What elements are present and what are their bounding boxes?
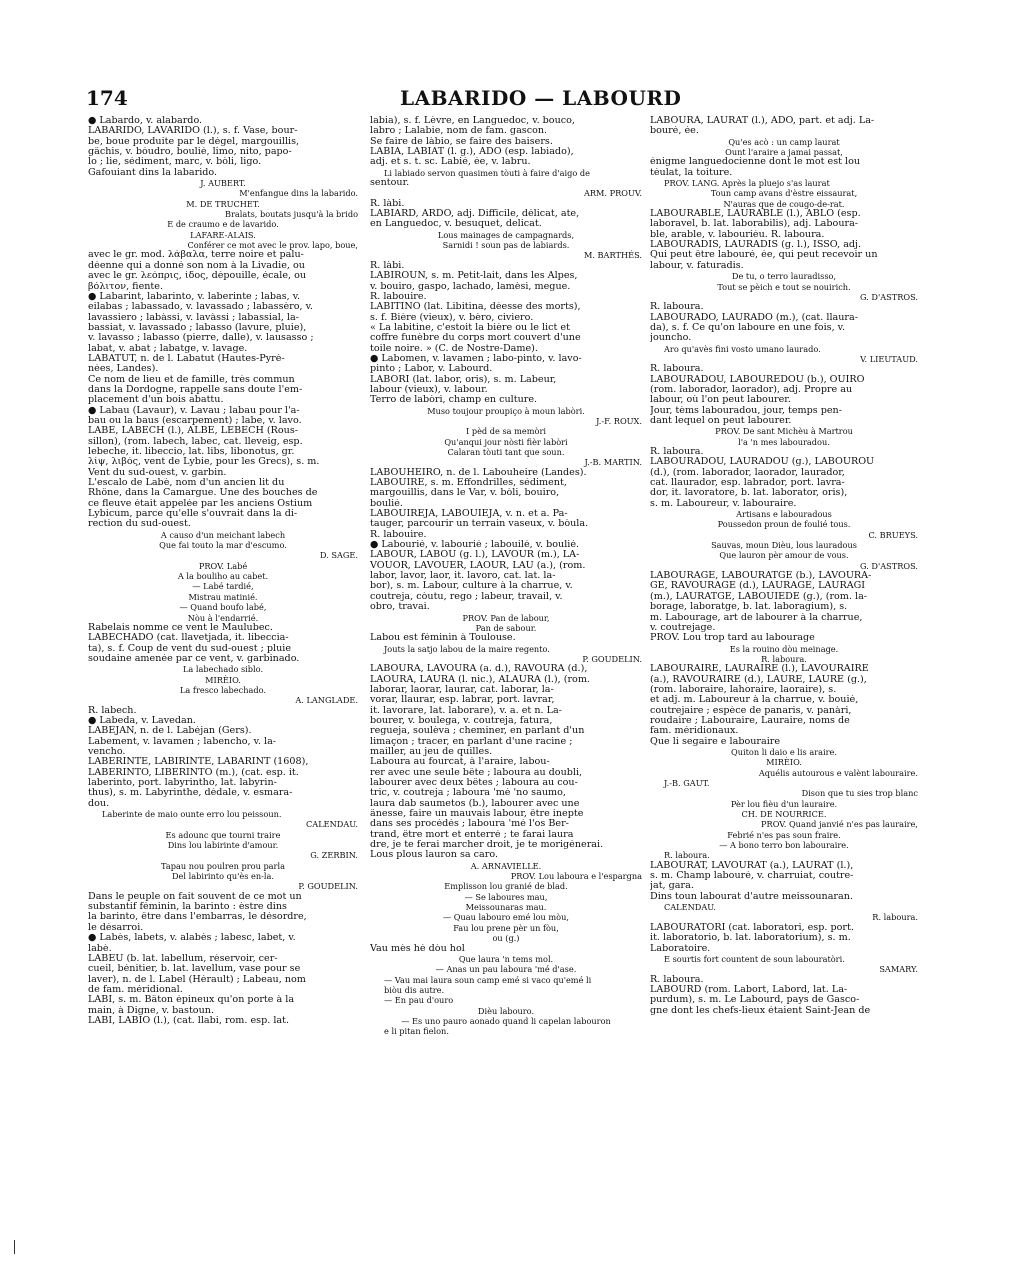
text-line: Que li segaire e labouraire [650,736,781,747]
text-line: dre, je te ferai marcher droit, je te morigénerai. [370,840,604,851]
column-left [88,116,358,1176]
text-line: (rom. laborador, laorador), adj. Propre au [650,384,853,395]
text-line: — Quau labouro emé lou mòu, [443,912,569,923]
text-line: βόλιτον, fiente. [88,281,164,292]
text-line: J.-B. MARTIN. [584,457,642,468]
text-line: m. Labourage, art de labourer à la charrue, [650,612,863,623]
text-line: labè. [88,943,112,954]
text-line: Qu'anqui jour nòsti fièr labòri [444,436,568,447]
text-line: G. D'ASTROS. [859,560,918,571]
text-line: Qu'es acò : un camp laurat [728,136,840,147]
text-line: labat, v. abat ; labatge, v. lavage. [88,343,248,354]
text-line: R. làbi. [370,198,405,209]
text-line: (rom. laboraire, lahoraire, laoraire), s. [650,684,837,695]
text-line: LABOURAGE, LABOURATGE (b.), LAVOURA- [650,571,872,582]
text-line: N'auras que de cougo-de-rat. [723,198,845,209]
text-line: V. LIEUTAUD. [860,353,918,364]
text-line: LAFARE-ALAIS. [190,229,256,240]
text-line: Que laura 'n tems mol. [458,953,554,964]
text-line: λίψ, λιβός, vent de Lybie, pour les Grecs), s. m. [88,457,320,468]
text-line: ● Labau (Lavaur), v. Lavau ; labau pour l'a- [88,405,300,416]
text-line: LABATUT, n. de l. Labatut (Hautes-Pyré- [88,353,285,364]
text-line: Vau mès hé dòu hol [370,943,465,954]
text-line: J.-B. GAUT. [664,778,710,788]
text-line: Es adounc que tourni traire [165,829,281,840]
text-line: Labou est féminin à Toulouse. [370,633,516,644]
text-line: Muso toujour proupiço à moun labòri. [427,405,585,416]
text-line: en Languedoc, v. besuquet, delicat. [370,219,542,230]
text-line: Laboratoire. [650,943,711,954]
text-line: ● Labomen, v. lavamen ; labo-pinto, v. lavo- [370,353,582,364]
text-line: ble, arable, v. labouriéu. R. laboura. [650,229,825,240]
text-line: laura dab saumetos (b.), labourer avec une [370,798,580,809]
text-line: Tapau nou poulren prou parla [161,860,285,871]
text-line: Artisans e labouradous [736,509,832,520]
text-line: LABOURADIS, LAURADIS (g. l.), ISSO, adj. [650,240,862,251]
text-line: A. LANGLADE. [295,695,358,706]
text-line: gne dont les chefs-lieux étaient Saint-Jean de [650,1005,871,1016]
text-line: placement d'un bois abattu. [88,395,224,406]
text-line: CALENDAU. [664,902,716,913]
text-line: Dans le peuple on fait souvent de ce mot un [88,891,302,902]
text-line: borage, laboratge, b. lat. laboragium), s. [650,602,848,613]
text-line: LABOURAT, LAVOURAT (a.), LAURAT (l.), [650,860,854,871]
text-line: J. AUBERT. [200,178,246,189]
text-line: LABERINTO, LIBERINTO (m.), (cat. esp. it. [88,767,299,778]
text-line: Lybicum, parce qu'elle s'ouvrait dans la di- [88,509,298,520]
text-line: — A bono terro bon labouraire. [719,840,849,851]
text-line: vencho. [88,746,126,757]
text-line: LABOURADOU, LAURADOU (g.), LABOUROU [650,457,875,468]
text-line: LABOURA, LAVOURA (a. d.), RAVOURA (d.), [370,664,588,675]
text-line: roudaire ; Labouraire, Lauraire, noms de [650,715,850,726]
text-line: Aro qu'avès fini vosto umano laurado. [664,343,821,354]
text-line: LABARIDO, LAVARIDO (l.), s. f. Vase, bour- [88,126,298,137]
text-line: PROV. Lou laboura e l'espargna [510,871,642,882]
text-line: téulat, la toiture. [650,167,733,178]
text-line: Que fai touto la mar d'escumo. [159,540,287,551]
text-line: dant lequel on peut labourer. [650,415,792,426]
text-line: jat, gara. [650,881,694,892]
text-line: E de craumo e de lavarido. [167,219,279,230]
text-line: De tu, o terro lauradisso, [731,271,837,282]
text-line: SAMARY. [879,964,918,975]
text-line: LABOURA, LAURAT (l.), ADO, part. et adj. La- [650,116,875,126]
text-line: Nòu à l'endarrié. [187,612,259,623]
text-line: Bralats, boutats jusqu'à la brido [224,209,358,220]
text-line: rer avec une seule bête ; laboura au doubli, [370,767,583,778]
text-line: sillon), (rom. labech, labec, cat. lleveig, esp. [88,436,303,447]
text-line: ce fleuve était appelée par les anciens Ostium [88,498,313,509]
text-line: dor, it. lavoratore, b. lat. laborator, oris), [650,488,848,499]
text-line: — En pau d'ouro [384,995,454,1006]
text-line: Li labiado servon quasimen tòuti à faire d'aigo de [384,167,590,178]
text-line: LABOUR, LABOU (g. l.), LAVOUR (m.), LA- [370,550,580,561]
text-line: GE, RAVOURAGE (d.), LAURAGE, LAURAGI [650,581,866,592]
text-line: gâchis, v. bóudro, boulié, limo, nito, papo- [88,147,292,158]
text-line: bourer, v. boulega, v. coutreja, fatura, [370,715,553,726]
text-line: G. D'ASTROS. [859,291,918,302]
text-line: dans la Dordogne, rappelle sans doute l'em- [88,384,303,395]
text-line: le désarroi. [88,922,144,933]
text-line: C. BRUEYS. [868,529,918,540]
text-line: Dins lou labirinte d'amour. [167,840,279,851]
text-line: jouncho. [650,333,692,344]
text-line: soudaine amenée par ce vent, v. garbinado. [88,653,300,664]
text-line: — Se laboures mau, [464,891,548,902]
text-line: ● Labeda, v. Lavedan. [88,715,196,726]
text-line: obro, travai. [370,602,430,613]
text-line: cueil, bénitier, b. lat. lavellum, vase pour se [88,964,301,975]
text-line: LABOURAIRE, LAURAIRE (l.), LAVOURAIRE [650,664,869,675]
text-line: LAOURA, LAURA (l. nic.), ALAURA (l.), (rom. [370,674,590,685]
text-line: v. bouiro, gaspo, lachado, lamèsi, megue. [370,281,571,292]
text-line: v. lavasso ; labasso (pierre, dalle), v. lausasso ; [88,333,314,344]
text-line: Sauvas, moun Dièu, lous lauradous [711,540,857,551]
text-line: Dièu labouro. [477,1005,535,1016]
text-line: CH. DE NOURRICE. [741,809,827,820]
text-line: Meissounaras mau. [465,902,547,913]
text-line: LABECHADO (cat. llavetjada, it. libeccia- [88,633,289,644]
text-line: laberinto, port. labyrintho, lat. labyrin- [88,778,277,788]
text-line: VOUOR, LAVOUER, LAOUR, LAU (a.), (rom. [370,560,586,571]
text-line: Laboura au fourcat, à l'araire, labou- [370,757,550,768]
text-line: nées, Landes). [88,364,159,375]
text-line: ● Labardo, v. alabardo. [88,116,203,126]
text-line: déenne qui a donné son nom à la Livadie, ou [88,260,305,271]
text-line: Es la rouino dòu meinage. [729,643,839,654]
text-line: laboravel, b. lat. laborabilis), adj. Laboura- [650,219,859,230]
text-line: Labement, v. lavamen ; labencho, v. la- [88,736,277,747]
text-line: PROV. Labé [198,560,248,571]
text-line: ● Labourié, v. labourié ; labouilé, v. boulié. [370,540,580,551]
text-line: la barinto, être dans l'embarras, le désordre, [88,912,307,923]
text-line: l'a 'n mes labouradou. [738,436,830,447]
text-line: LABEJAN, n. de l. Labéjan (Gers). [88,726,252,737]
text-line: PROV. LANG. Après la pluejo s'as laurat [664,178,830,189]
text-line: R. laboura. [664,850,710,861]
text-line: regueja, soulèva ; cheminer, en parlant d'un [370,726,585,737]
text-line: R. labech. [88,705,137,716]
text-line: LÀBI, s. m. Bâton épineux qu'on porte à la [88,995,295,1006]
text-line: it. lavorare, lat. laborare), v. a. et n. La- [370,705,562,716]
text-line: Calaran tòuti tant que soun. [447,447,565,457]
text-line: s. f. Bière (vieux), v. bèro, civiero. [370,312,534,323]
text-line: et adj. m. Laboureur à la charrue, v. bouié, [650,695,859,706]
text-line: ● Labès, labets, v. alabès ; labesc, labet, v. [88,933,296,944]
text-line: labro ; Lalabie, nom de fam. gascon. [370,126,548,137]
text-line: A. ARNAVIELLE. [470,860,542,871]
text-line: dans ses procédés ; laboura 'mé l'os Ber- [370,819,569,830]
text-line: L'escalo de Labè, nom d'un ancien lit du [88,478,285,489]
text-line: purdum), s. m. Le Labourd, pays de Gasco- [650,995,860,1006]
text-line: Aquélis autourous e valènt labouraire. [758,767,918,778]
text-line: bouré, ée. [650,126,699,137]
text-line: Vent du sud-ouest, v. garbin. [88,467,227,478]
text-line: labour, v. faturadis. [650,260,744,271]
text-line: bau ou la baus (escarpement) ; labe, v. lavo. [88,415,302,426]
text-line: Quiton li daio e lis araire. [731,746,837,757]
text-line: LABOURADOU, LABOUREDOU (b.), OUIRO [650,374,865,385]
text-line: Se faire de làbio, se faire des baisers. [370,136,553,147]
text-line: — Labé tardié, [192,581,254,592]
text-line: ARM. PROUV. [583,188,642,199]
text-line: lo ; lie, sédiment, marc, v. bòli, ligo. [88,157,262,168]
text-line: toile noire. » (C. de Nostre-Dame). [370,343,538,354]
text-line: (m.), LAURATGE, LABOUIEDÈ (g.), (rom. la- [650,591,868,602]
text-line: pinto ; Labor, v. Labourd. [370,364,493,375]
text-line: Del labirinto qu'ès en-la. [171,871,275,882]
text-line: laver), n. de l. Label (Hérault) ; Labeau, nom [88,974,306,985]
text-line: LABOUIRE, s. m. Effondrilles, sédiment, [370,478,567,489]
text-line: LABÈU (b. lat. labellum, réservoir, cer- [88,953,278,964]
text-line: — Vau mai laura soun camp emé si vaco qu'emé li [384,974,592,985]
text-line: Dison que tu sies trop blanc [801,788,918,799]
text-line: R. labouire. [370,529,427,540]
text-line: M. BARTHÉS. [583,250,642,261]
text-line: Emplisson lou granié de blad. [444,881,568,892]
text-line: R. laboura. [650,364,704,375]
text-line: labour (vieux), v. labour. [370,384,488,395]
text-line: A la bouliho au cabet. [177,571,269,582]
text-line: M. DE TRUCHET. [186,198,260,209]
text-line: Laberinte de maio ounte erro lou peissoun. [102,809,282,820]
text-line: P. GOUDELIN. [582,653,642,664]
text-line: lavassiero ; labàssi, v. lavàssi ; labassial, la- [88,312,299,323]
text-line: — Anas un pau laboura 'mé d'ase. [435,964,577,975]
text-line: R. laboura. [872,912,918,923]
text-line: énigme languedocienne dont le mot est lou [650,157,861,168]
text-line: boulié. [370,498,403,509]
text-line: margouillis, dans le Var, v. bòli, bouiro, [370,488,560,499]
text-line: rection du sud-ouest. [88,519,191,530]
text-line: labia), s. f. Lèvre, en Languedoc, v. bouco, [370,116,575,126]
text-line: coffre funèbre du corps mort couvert d'une [370,333,581,344]
text-line: e li pitan fielon. [384,1026,449,1037]
text-line: mailler, au jeu de quilles. [370,746,493,757]
text-line: CALENDAU. [306,819,358,830]
text-line: ou (g.) [492,933,520,944]
text-line: « La labitine, c'estoit la bière ou le lict et [370,322,570,333]
text-line: Sarnidi ! soun pas de labiards. [442,240,570,251]
text-line: R. laboura. [650,447,704,457]
text-line: ● Labarint, labarinto, v. laberinte ; labas, v. [88,291,301,302]
text-line: Lous plous lauron sa caro. [370,850,499,861]
text-line: LABÒRI (lat. labor, oris), s. m. Labeur, [370,374,557,385]
text-line: LABOURABLE, LAURABLE (l.), ABLO (esp. [650,209,861,220]
text-line: LABOURATÒRI (cat. laboratori, esp. port. [650,922,854,933]
text-line: thus), s. m. Labyrinthe, dédale, v. esmara- [88,788,293,799]
text-line: labour, où l'on peut labourer. [650,395,791,406]
text-line: — Quand boufo labé, [179,602,267,613]
text-line: I pèd de sa memòri [466,426,546,437]
text-line: A causo d'un meichant labech [160,529,286,540]
text-line: P. GOUDELIN. [298,881,358,892]
text-line: lebeche, it. libeccio, lat. libs, libonotus, gr. [88,447,295,457]
text-line: de fam. méridional. [88,984,183,995]
text-line: Jouts la satjo labou de la maire regento. [384,643,550,654]
text-line: Rabelais nomme ce vent le Maulubec. [88,622,273,633]
text-line: coutrejaire ; espèce de panaris, v. panàri, [650,705,852,716]
text-line: MIRÈIO. [205,674,241,685]
column-middle [370,116,642,1176]
text-line: Poussedon proun de foulié tous. [717,519,851,530]
text-line: Mistrau matinié. [188,591,258,602]
text-line: bassiat, v. lavassado ; labasso (lavure, pluie), [88,322,307,333]
text-line: limaçon ; tracer, en parlant d'une racine ; [370,736,573,747]
text-line: Rhône, dans la Camargue. Une des bouches de [88,488,318,499]
text-line: LABOURADO, LAURADO (m.), (cat. llaura- [650,312,858,323]
text-line: D. SAGE. [319,550,358,561]
text-line: M'enfangue dins la labarido. [239,188,358,199]
text-line: E sourtis fort countent de soun labouratòri. [664,953,845,964]
text-line: Terro de labòri, champ en culture. [370,395,538,406]
text-line: dou. [88,798,110,809]
text-line: sentour. [370,178,410,189]
text-line: s. m. Laboureur, v. labouraire. [650,498,797,509]
text-line: bor), s. m. Labour, culture à la charrue, v. [370,581,573,592]
text-line: it. laboratorio, b. lat. laboratorium), s. m. [650,933,851,944]
text-line: LABOURD (rom. Labort, Labord, lat. La- [650,984,848,995]
text-line: coutreja, còutu, rego ; labeur, travail, v. [370,591,563,602]
text-line: LABIA, LABIAT (l. g.), ADO (esp. labiado), [370,147,574,158]
text-line: PROV. De sant Michèu à Martrou [715,426,853,437]
text-line: LABERINTE, LABIRINTE, LABARINT (1608), [88,757,309,768]
text-line: R. labouire. [370,291,427,302]
text-line: Jour, tèms labouradou, jour, temps pen- [650,405,842,416]
running-title: LABARIDO — LABOURD [400,86,682,110]
text-line: — Es uno pauro aonado quand li capelan labouron [401,1015,611,1026]
text-line: substantif féminin, la barinto : èstre dins [88,902,287,913]
text-line: Toun camp avans d'èstre eissaurat, [710,188,858,199]
text-line: PROV. Pan de labour, [462,612,550,623]
text-line: s. m. Champ labouré, v. charruiat, coutre- [650,871,854,882]
text-line: da), s. f. Ce qu'on laboure en une fois, v. [650,322,845,333]
text-line: cat. llaurador, esp. labrador, port. lavra- [650,478,845,489]
text-line: biòu dis autre. [384,984,445,995]
text-line: Febrié n'es pas soun fraire. [727,829,841,840]
page-number: 174 [86,86,128,110]
text-line: Pèr lou fièu d'un lauraire. [730,798,838,809]
text-line: LABIARD, ARDO, adj. Difficile, délicat, ate, [370,209,580,220]
text-line: Gafouiant dins la labarido. [88,167,218,178]
text-line: La fresco labechado. [180,684,266,695]
text-line: R. laboura. [650,302,704,313]
text-line: tric, v. coutreja ; laboura 'mé 'no saumo, [370,788,566,799]
text-line: laborar, laorar, laurar, cat. laborar, la- [370,684,554,695]
text-line: avec le gr. mod. λάβαλα, terre noire et palu- [88,250,304,261]
text-line: PROV. Quand janvié n'es pas lauraire, [761,819,918,830]
text-line: fam. méridionaux. [650,726,739,737]
text-line: Lous mainages de campagnards, [437,229,575,240]
text-line: Conférer ce mot avec le prov. lapo, boue, [187,240,358,251]
text-line: adj. et s. t. sc. Labié, ée, v. labru. [370,157,531,168]
text-line: avec le gr. λεόπρις, ίδος, dépouille, écale, ou [88,271,307,282]
text-line: Que lauron pèr amour de vous. [719,550,849,561]
text-line: La labechado siblo. [182,664,264,675]
text-line: MIRÈIO. [766,757,802,768]
text-line: LABOUHÈIRO, n. de l. Labouheire (Landes). [370,467,587,478]
text-line: Tout se pèich e tout se nouirich. [717,281,851,292]
text-line: (a.), RAVOURAIRE (d.), LAURÈ, LAURÈ (g.), [650,674,867,685]
text-line: v. coutrejage. [650,622,716,633]
text-line: labor, lavor, laor, it. lavoro, cat. lat. la- [370,571,556,582]
text-line: vorar, llaurar, esp. labrar, port. lavrar, [370,695,555,706]
text-line: LABITINO (lat. Libitina, déesse des morts), [370,302,581,313]
text-line: LABOUIREJA, LABOUIEJA, v. n. et a. Pa- [370,509,568,520]
text-line: tauger, parcourir un terrain vaseux, v. bòula. [370,519,589,530]
text-line: main, à Digne, v. bastoun. [88,1005,214,1016]
text-line: LABIROUN, s. m. Petit-lait, dans les Alpes, [370,271,578,282]
text-line: Fau lou prene pèr un fòu, [453,922,559,933]
text-line: LABÈ, LABECH (l.), ALBÈ, LEBECH (Rous- [88,426,298,437]
text-line: R. laboura. [761,653,807,664]
column-right [650,116,918,1176]
text-line: Qui peut être labouré, ée, qui peut recevoir un [650,250,878,261]
text-line: labourer avec deux bêtes ; laboura au cou- [370,778,578,788]
text-line: G. ZERBIN. [310,850,358,861]
text-line: Ce nom de lieu et de famille, très commun [88,374,295,385]
text-line: LÀBI, LÀBIO (l.), (cat. llabi, rom. esp. lat. [88,1015,290,1026]
text-line: ânesse, faire un mauvais labour, être inepte [370,809,584,820]
text-line: R. làbi. [370,260,405,271]
text-line: ta), s. f. Coup de vent du sud-ouest ; pluie [88,643,292,654]
text-line: Pan de sabour. [475,622,537,633]
text-line: be, boue produite par le dégel, margouillis, [88,136,300,147]
text-line: trand, être mort et enterré ; te farai laura [370,829,574,840]
margin-mark [14,1240,15,1254]
text-line: eilabas ; labassado, v. lavassado ; labassèro, v. [88,302,313,313]
text-line: Ount l'araire a jamai passat, [725,147,843,158]
text-line: J.-F. ROUX. [596,415,642,426]
text-line: R. laboura. [650,974,704,985]
text-line: PROV. Lou trop tard au labourage [650,633,815,644]
text-line: (d.), (rom. laborador, laorador, laurador, [650,467,845,478]
text-line: Dins toun labourat d'autre meissounaran. [650,891,853,902]
